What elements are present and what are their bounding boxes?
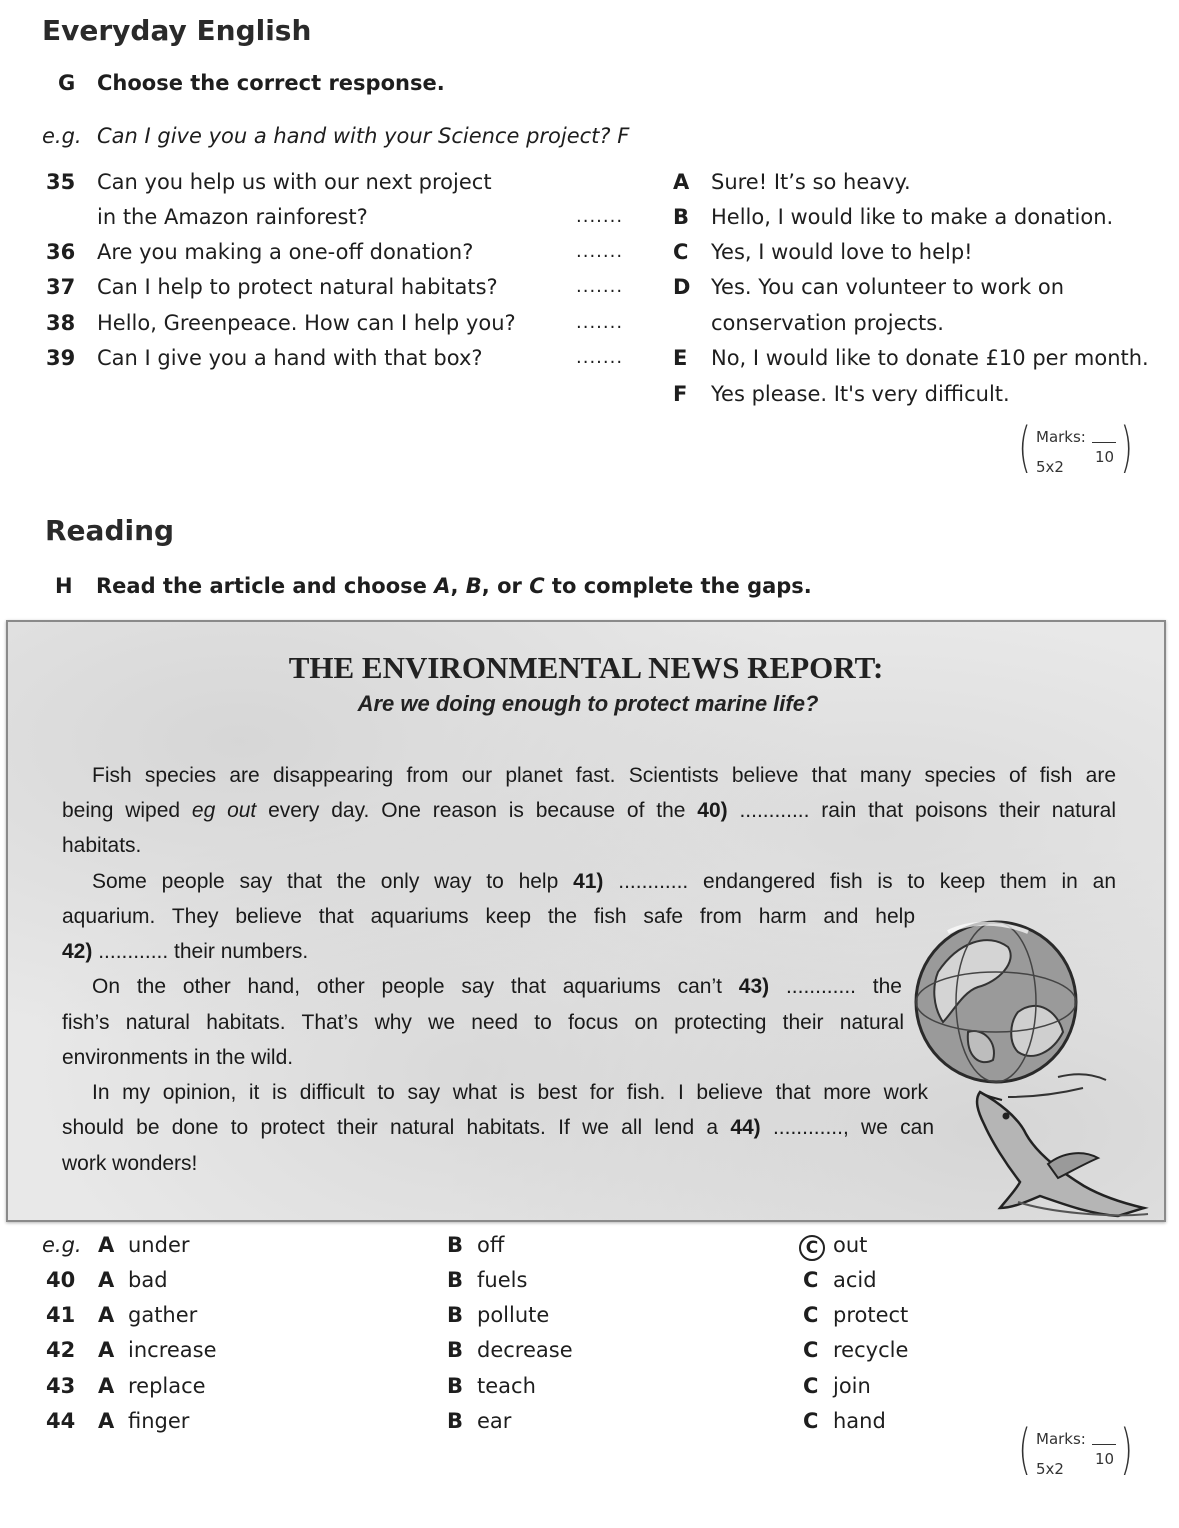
response-text: Yes please. It's very difficult. bbox=[711, 382, 1010, 406]
question-number: 39 bbox=[46, 346, 76, 370]
option-letter-c: C bbox=[803, 1374, 819, 1398]
question-number: 36 bbox=[46, 240, 76, 264]
option-letter-a: A bbox=[98, 1233, 115, 1257]
option-letter-b: B bbox=[447, 1233, 464, 1257]
answer-blank[interactable]: ....... bbox=[576, 312, 624, 333]
marks-total: 10 bbox=[1095, 448, 1115, 466]
gap-number: 42) bbox=[62, 940, 93, 963]
example-question: Can I give you a hand with your Science project? F bbox=[97, 124, 630, 148]
response-text: Yes, I would love to help! bbox=[711, 240, 973, 264]
option-a[interactable]: bad bbox=[128, 1268, 168, 1292]
option-c[interactable]: acid bbox=[833, 1268, 877, 1292]
option-c[interactable]: join bbox=[833, 1374, 871, 1398]
example-prefix: e.g. bbox=[42, 124, 82, 148]
option-letter-c: C bbox=[803, 1338, 819, 1362]
option-letter-a: A bbox=[98, 1303, 115, 1327]
article-line: being wiped eg out every day. One reason is because of the 40) ............ rain that poisons their natural bbox=[62, 799, 1117, 822]
section-heading-reading: Reading bbox=[45, 514, 175, 547]
response-text: Sure! It’s so heavy. bbox=[711, 170, 911, 194]
article-line: work wonders! bbox=[62, 1152, 198, 1175]
article-line: Some people say that the only way to help 41) ............ endangered fish is to keep them in an bbox=[92, 870, 1117, 893]
response-letter: A bbox=[673, 170, 690, 194]
exercise-letter-g: G bbox=[58, 71, 76, 95]
answer-blank[interactable]: ....... bbox=[576, 276, 624, 297]
article-line: habitats. bbox=[62, 834, 142, 857]
answer-blank[interactable]: ....... bbox=[576, 241, 624, 262]
response-text: Hello, I would like to make a donation. bbox=[711, 205, 1114, 229]
article-line: On the other hand, other people say that aquariums can’t 43) ............ the bbox=[92, 975, 902, 998]
option-c[interactable]: recycle bbox=[833, 1338, 909, 1362]
option-a[interactable]: finger bbox=[128, 1409, 190, 1433]
article-line: In my opinion, it is difficult to say what is best for fish. I believe that more work bbox=[92, 1081, 928, 1104]
option-letter-a: A bbox=[98, 1268, 115, 1292]
option-b[interactable]: decrease bbox=[477, 1338, 573, 1362]
marks-label: Marks: bbox=[1036, 428, 1086, 446]
response-text: Yes. You can volunteer to work on bbox=[711, 275, 1065, 299]
section-heading-everyday-english: Everyday English bbox=[42, 14, 312, 47]
marks-fraction-line bbox=[1092, 442, 1116, 443]
response-letter: C bbox=[673, 240, 689, 264]
exercise-instruction-h: Read the article and choose A, B, or C to complete the gaps. bbox=[96, 574, 812, 598]
marks-label: Marks: bbox=[1036, 1430, 1086, 1448]
question-number: 38 bbox=[46, 311, 76, 335]
article-panel bbox=[6, 620, 1166, 1222]
option-letter-c-circled: C bbox=[799, 1235, 825, 1261]
response-text: No, I would like to donate £10 per month. bbox=[711, 346, 1149, 370]
marks-calculation: 5x2 bbox=[1036, 1460, 1064, 1478]
question-text: Can you help us with our next project bbox=[97, 170, 492, 194]
marks-box: ( Marks: 10 5x2 ) bbox=[1018, 1418, 1133, 1481]
article-line: 42) ............ their numbers. bbox=[62, 940, 309, 963]
marks-fraction-line bbox=[1092, 1444, 1116, 1445]
question-text: Can I give you a hand with that box? bbox=[97, 346, 483, 370]
gap-number: 41) bbox=[573, 870, 604, 893]
article-line: aquarium. They believe that aquariums keep the fish safe from harm and help bbox=[62, 905, 915, 928]
option-row-number: 43 bbox=[46, 1374, 76, 1398]
response-letter: B bbox=[673, 205, 690, 229]
option-row-number: 42 bbox=[46, 1338, 76, 1362]
option-letter-c: C bbox=[803, 1303, 819, 1327]
option-a[interactable]: gather bbox=[128, 1303, 198, 1327]
question-text-continued: in the Amazon rainforest? bbox=[97, 205, 368, 229]
option-b[interactable]: off bbox=[477, 1233, 505, 1257]
option-c[interactable]: protect bbox=[833, 1303, 909, 1327]
question-number: 35 bbox=[46, 170, 76, 194]
marks-calculation: 5x2 bbox=[1036, 458, 1064, 476]
question-text: Can I help to protect natural habitats? bbox=[97, 275, 498, 299]
option-letter-b: B bbox=[447, 1303, 464, 1327]
option-row-number: e.g. bbox=[42, 1233, 82, 1257]
option-letter-b: B bbox=[447, 1268, 464, 1292]
article-line: environments in the wild. bbox=[62, 1046, 294, 1069]
question-text: Hello, Greenpeace. How can I help you? bbox=[97, 311, 516, 335]
marks-total: 10 bbox=[1095, 1450, 1115, 1468]
article-line: should be done to protect their natural habitats. If we all lend a 44) ............, we can bbox=[62, 1116, 934, 1139]
option-a[interactable]: replace bbox=[128, 1374, 206, 1398]
question-number: 37 bbox=[46, 275, 76, 299]
article-subtitle: Are we doing enough to protect marine life? bbox=[357, 691, 819, 716]
question-text: Are you making a one-off donation? bbox=[97, 240, 474, 264]
option-a[interactable]: increase bbox=[128, 1338, 217, 1362]
option-letter-b: B bbox=[447, 1409, 464, 1433]
option-b[interactable]: ear bbox=[477, 1409, 512, 1433]
marks-box: ( Marks: 10 5x2 ) bbox=[1018, 416, 1133, 479]
option-b[interactable]: pollute bbox=[477, 1303, 550, 1327]
option-letter-b: B bbox=[447, 1374, 464, 1398]
option-a[interactable]: under bbox=[128, 1233, 190, 1257]
answer-blank[interactable]: ....... bbox=[576, 347, 624, 368]
option-letter-c: C bbox=[803, 1268, 819, 1292]
article-title: THE ENVIRONMENTAL NEWS REPORT: bbox=[288, 650, 884, 685]
answer-blank[interactable]: ....... bbox=[576, 206, 624, 227]
option-row-number: 44 bbox=[46, 1409, 76, 1433]
option-letter-a: A bbox=[98, 1338, 115, 1362]
option-b[interactable]: fuels bbox=[477, 1268, 528, 1292]
option-c[interactable]: hand bbox=[833, 1409, 886, 1433]
option-row-number: 40 bbox=[46, 1268, 76, 1292]
option-letter-b: B bbox=[447, 1338, 464, 1362]
option-b[interactable]: teach bbox=[477, 1374, 536, 1398]
exercise-letter-h: H bbox=[55, 574, 73, 598]
example-gap: eg out bbox=[191, 799, 257, 822]
response-letter: E bbox=[673, 346, 688, 370]
response-letter: F bbox=[673, 382, 688, 406]
gap-number: 44) bbox=[730, 1116, 761, 1139]
response-letter: D bbox=[673, 275, 691, 299]
option-letter-a: A bbox=[98, 1409, 115, 1433]
dolphin-globe-illustration bbox=[908, 902, 1164, 1220]
option-c[interactable]: out bbox=[833, 1233, 868, 1257]
article-line: Fish species are disappearing from our planet fast. Scientists believe that many species of fish are bbox=[92, 764, 1116, 787]
gap-number: 43) bbox=[738, 975, 770, 998]
gap-number: 40) bbox=[697, 799, 728, 822]
exercise-instruction-g: Choose the correct response. bbox=[97, 71, 445, 95]
option-letter-a: A bbox=[98, 1374, 115, 1398]
response-text-continued: conservation projects. bbox=[711, 311, 944, 335]
article-line: fish’s natural habitats. That’s why we need to focus on protecting their natural bbox=[62, 1011, 904, 1034]
option-row-number: 41 bbox=[46, 1303, 76, 1327]
option-letter-c: C bbox=[803, 1409, 819, 1433]
